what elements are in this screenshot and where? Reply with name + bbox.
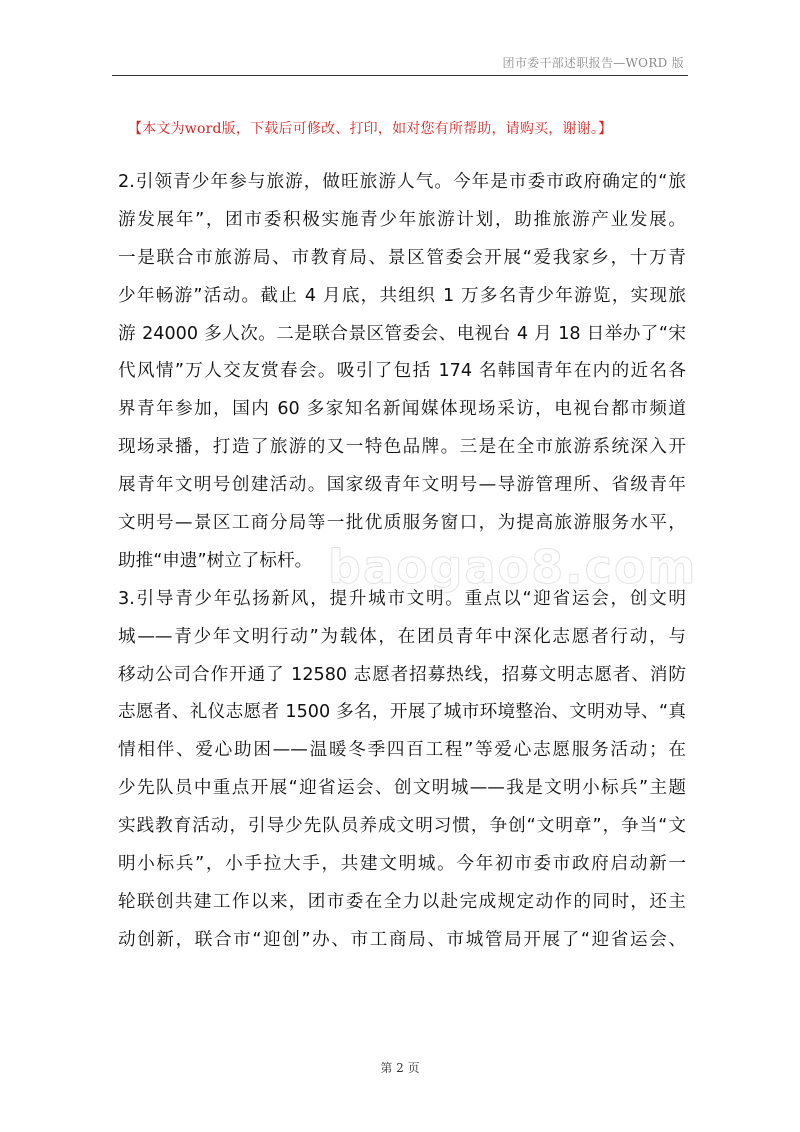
body-line: 2.引领青少年参与旅游，做旺旅游人气。今年是市委市政府确定的“旅 [118, 172, 686, 192]
body-line: 现场录播，打造了旅游的又一特色品牌。三是在全市旅游系统深入开 [118, 437, 686, 458]
watermark: baogao8.com [328, 540, 698, 594]
body-line: 游 24000 多人次。二是联合景区管委会、电视台 4 月 18 日举办了“宋 [118, 323, 686, 344]
body-line: 情相伴、爱心助困——温暖冬季四百工程”等爱心志愿服务活动；在 [118, 740, 686, 761]
body-line: 代风情”万人交友赏春会。吸引了包括 174 名韩国青年在内的近名各 [118, 361, 686, 382]
page-number: 第 2 页 [380, 1061, 420, 1075]
body-line: 一是联合市旅游局、市教育局、景区管委会开展“爱我家乡，十万青 [118, 247, 686, 268]
body-line: 动创新，联合市“迎创”办、市工商局、市城管局开展了“迎省运会、 [118, 929, 686, 950]
body-line: 少年畅游”活动。截止 4 月底，共组织 1 万多名青少年游览，实现旅 [118, 285, 686, 306]
download-notice: 【本文为word版，下载后可修改、打印，如对您有所帮助，请购买，谢谢。】 [128, 121, 613, 137]
header-divider [112, 75, 688, 76]
body-line: 志愿者、礼仪志愿者 1500 多名，开展了城市环境整治、文明劝导、“真 [118, 702, 686, 723]
body-line: 明小标兵”，小手拉大手，共建文明城。今年初市委市政府启动新一 [118, 854, 686, 875]
body-line: 游发展年”，团市委积极实施青少年旅游计划，助推旅游产业发展。 [118, 209, 686, 230]
body-line: 助推“申遗”树立了标杆。 [118, 550, 313, 571]
body-line: 展青年文明号创建活动。国家级青年文明号—导游管理所、省级青年 [118, 475, 686, 496]
body-line: 移动公司合作开通了 12580 志愿者招募热线，招募文明志愿者、消防 [118, 664, 686, 685]
body-line: 3.引导青少年弘扬新风，提升城市文明。重点以“迎省运会，创文明 [118, 588, 686, 609]
body-line: 界青年参加，国内 60 多家知名新闻媒体现场采访，电视台都市频道 [118, 399, 686, 420]
body-line: 轮联创共建工作以来，团市委在全力以赴完成规定动作的同时，还主 [118, 891, 686, 912]
body-line: 城——青少年文明行动”为载体，在团员青年中深化志愿者行动，与 [118, 626, 686, 647]
body-line: 实践教育活动，引导少先队员养成文明习惯，争创“文明章”，争当“文 [118, 816, 686, 837]
document-body [118, 164, 686, 960]
body-line: 文明号—景区工商分局等一批优质服务窗口，为提高旅游服务水平， [118, 513, 686, 534]
header-title: 团市委干部述职报告—WORD 版 [502, 56, 684, 70]
body-line: 少先队员中重点开展“迎省运会、创文明城——我是文明小标兵”主题 [118, 778, 686, 799]
